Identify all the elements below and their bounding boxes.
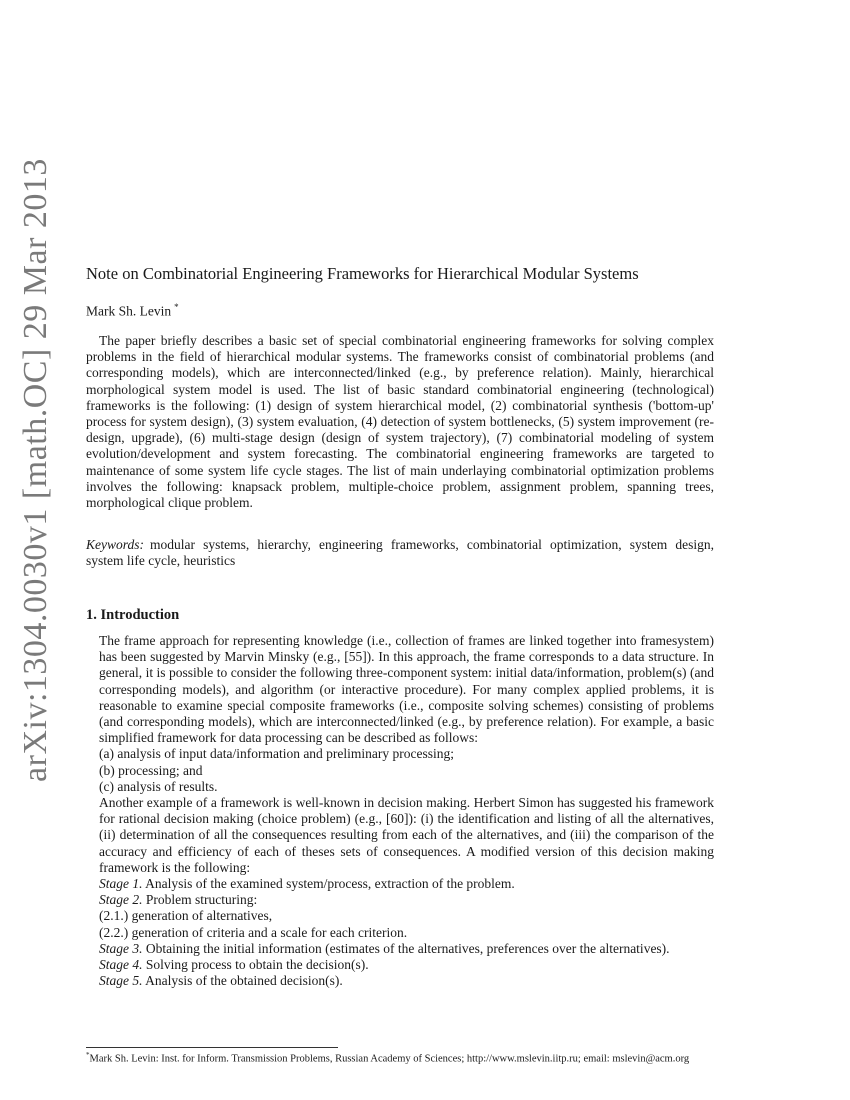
stage-4-text: Solving process to obtain the decision(s). bbox=[145, 957, 369, 973]
keywords-label: Keywords: bbox=[86, 537, 144, 552]
stage-2-1: (2.1.) generation of alternatives, bbox=[99, 908, 273, 924]
footnote-text: Mark Sh. Levin: Inst. for Inform. Transmission Problems, Russian Academy of Sciences; http://www.mslevin.iitp.ru; email: mslevin@acm.org bbox=[89, 1053, 690, 1065]
stage-1 bbox=[86, 876, 714, 892]
arxiv-sidebar bbox=[0, 0, 60, 1100]
author-line bbox=[86, 298, 179, 321]
intro-list-item: (b) processing; and bbox=[99, 762, 203, 778]
arxiv-identifier: arXiv:1304.0030v1 [math.OC] 29 Mar 2013 bbox=[17, 158, 54, 782]
intro-list-item: (c) analysis of results. bbox=[99, 778, 218, 794]
stage-2-text: Problem structuring: bbox=[145, 892, 258, 908]
stage-2 bbox=[86, 892, 714, 908]
keywords-text: modular systems, hierarchy, engineering frameworks, combinatorial optimization, system design, system life cycle, heuristics bbox=[86, 537, 714, 569]
footnote-mark: * bbox=[86, 1051, 90, 1059]
footnote bbox=[86, 1049, 714, 1066]
stage-1-label: Stage 1. bbox=[99, 876, 143, 892]
intro-paragraph-1: The frame approach for representing knowledge (i.e., collection of frames are linked together into framesystem) has been suggested by Marvin Minsky (e.g., [55]). In this approach, the frame corresponds to a data structure. In general, it is possible to consider the following three-component system: initial data/information, problem(s) (and corresponding models), and algorithm (or interactive procedure). For many complex applied problems, it is reasonable to examine special composite frameworks (i.e., composite solving schemes) consisting of problems (and corresponding models), which are interconnected/linked (e.g., by preference relation). For example, a basic simplified framework for data processing can be described as follows: bbox=[99, 633, 714, 746]
stage-5-text: Analysis of the obtained decision(s). bbox=[145, 973, 343, 989]
stage-2-label: Stage 2. bbox=[99, 892, 143, 908]
author-footnote-mark: * bbox=[174, 302, 179, 312]
footnote-divider bbox=[86, 1047, 338, 1048]
intro-list-item: (a) analysis of input data/information and preliminary processing; bbox=[99, 746, 455, 762]
stage-3 bbox=[86, 941, 714, 957]
stage-1-text: Analysis of the examined system/process, extraction of the problem. bbox=[145, 876, 515, 892]
stage-5 bbox=[86, 973, 714, 989]
stage-4 bbox=[86, 957, 714, 973]
section-heading-introduction: 1. Introduction bbox=[86, 607, 180, 623]
author-name: Mark Sh. Levin bbox=[86, 303, 172, 319]
paper-title: Note on Combinatorial Engineering Frameworks for Hierarchical Modular Systems bbox=[86, 264, 639, 283]
stage-3-text: Obtaining the initial information (estimates of the alternatives, preferences over the alternatives). bbox=[145, 940, 670, 956]
introduction-body bbox=[86, 633, 714, 989]
stage-4-label: Stage 4. bbox=[99, 957, 143, 973]
abstract: The paper briefly describes a basic set of special combinatorial engineering frameworks for solving complex problems in the field of hierarchical modular systems. The frameworks consist of combinatorial problems (and corresponding models), which are interconnected/linked (e.g., by preference relation). Mainly, hierarchical morphological system model is used. The list of basic standard combinatorial engineering (technological) frameworks is the following: (1) design of system hierarchical model, (2) combinatorial synthesis ('bottom-up' process for system design), (3) system evaluation, (4) detection of system bottlenecks, (5) system improvement (re-design, upgrade), (6) multi-stage design (design of system trajectory), (7) combinatorial modeling of system evolution/development and system forecasting. The combinatorial engineering frameworks are targeted to maintenance of some system life cycle stages. The list of main underlaying combinatorial optimization problems involves the following: knapsack problem, multiple-choice problem, assignment problem, spanning trees, morphological clique problem. bbox=[86, 333, 714, 511]
intro-paragraph-2: Another example of a framework is well-known in decision making. Herbert Simon has suggested his framework for rational decision making (choice problem) (e.g., [60]): (i) the identification and listing of all the alternatives, (ii) determination of all the consequences resulting from each of the alternatives, and (iii) the comparison of the accuracy and efficiency of each of theses sets of consequences. A modified version of this decision making framework is the following: bbox=[99, 795, 714, 875]
stage-5-label: Stage 5. bbox=[99, 973, 143, 989]
keywords bbox=[86, 537, 714, 569]
stage-2-2: (2.2.) generation of criteria and a scale for each criterion. bbox=[99, 924, 408, 940]
stage-3-label: Stage 3. bbox=[99, 940, 143, 956]
